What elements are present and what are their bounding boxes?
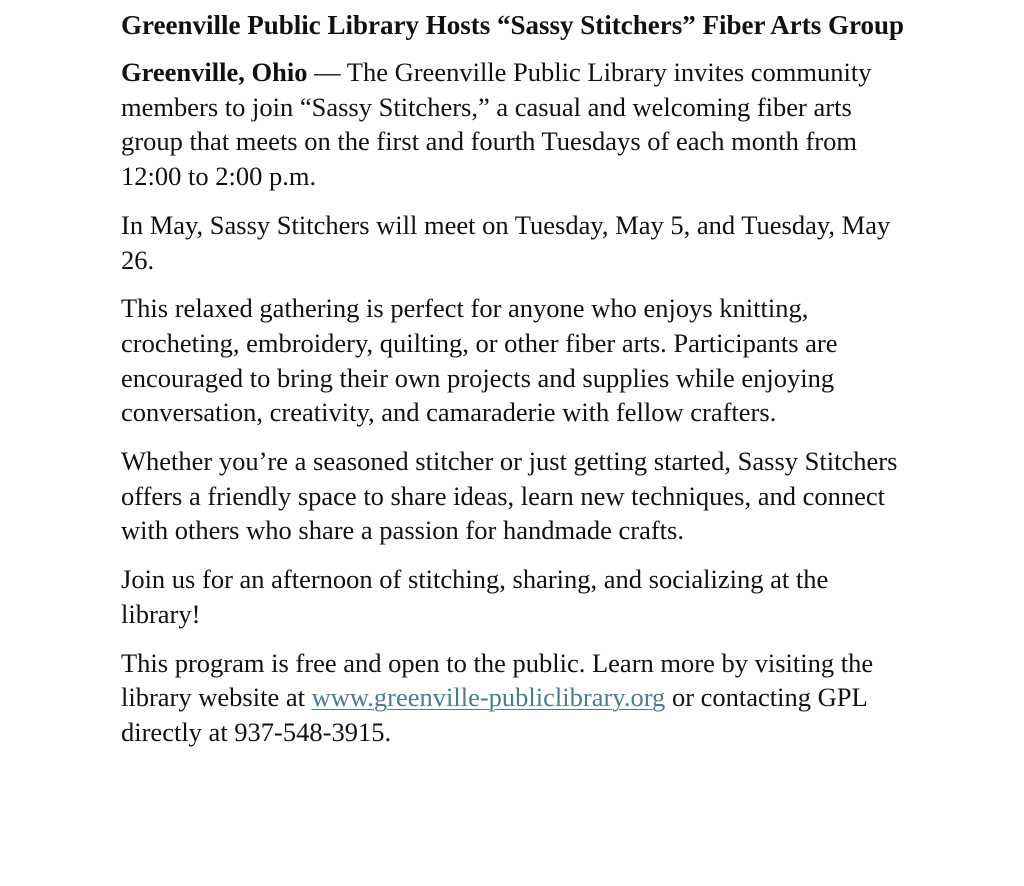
welcome-paragraph: Whether you’re a seasoned stitcher or just getting started, Sassy Stitchers offers a friendly space to share ideas, learn new techniques, and connect with others who share a passion for handmade crafts. (121, 446, 898, 546)
may-schedule-paragraph: In May, Sassy Stitchers will meet on Tuesday, May 5, and Tuesday, May 26. (121, 209, 891, 275)
dateline: Greenville, Ohio (121, 57, 308, 87)
intro-paragraph (121, 55, 911, 194)
closing-text-before-link: This program is free and open to the public. Learn more by visiting the library website at (121, 647, 874, 713)
intro-text: The Greenville Public Library invites community members to join “Sassy Stitchers,” a casual and welcoming fiber arts group that meets on the first and fourth Tuesdays of each month from 12:00 to 2:00 p.m. (121, 57, 872, 192)
description-paragraph: This relaxed gathering is perfect for anyone who enjoys knitting, crocheting, embroidery, quilting, or other fiber arts. Participants are encouraged to bring their own projects and supplies while enjoying conversation, creativity, and camaraderie with fellow crafters. (121, 293, 838, 428)
invite-paragraph: Join us for an afternoon of stitching, sharing, and socializing at the library! (121, 564, 829, 629)
library-website-link[interactable]: www.greenville-publiclibrary.org (311, 682, 666, 713)
closing-text-after-link: or contacting GPL directly at 937-548-3915. (121, 682, 867, 747)
dateline-separator: — (307, 57, 347, 87)
article-headline: Greenville Public Library Hosts “Sassy Stitchers” Fiber Arts Group (121, 10, 904, 40)
closing-paragraph (121, 646, 911, 750)
news-article (121, 8, 911, 764)
